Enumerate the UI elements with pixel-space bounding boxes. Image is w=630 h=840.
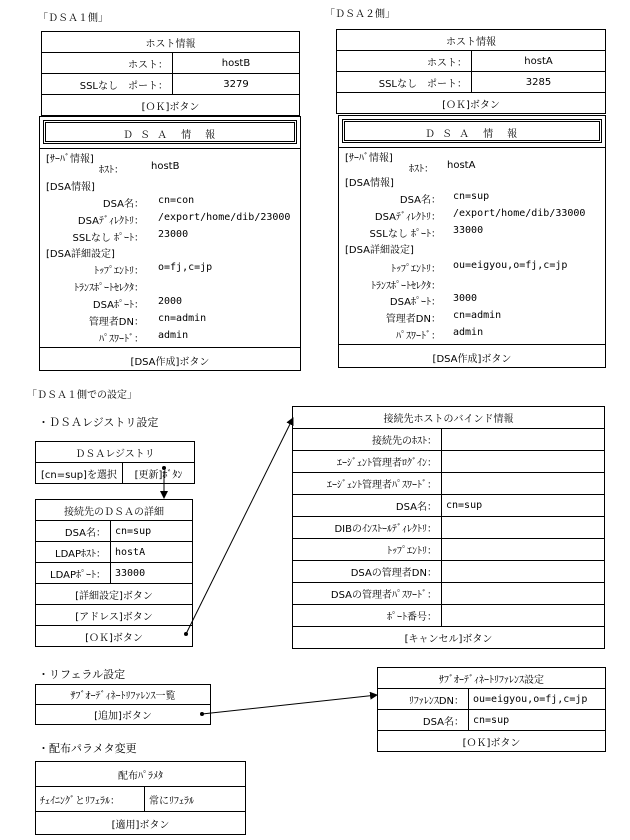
host-value: hostB bbox=[173, 53, 300, 74]
detail-section-label: [DSA詳細設定] bbox=[46, 249, 115, 260]
port-label: SSLなし ポート： bbox=[42, 74, 173, 95]
host-label: ホスト： bbox=[337, 51, 472, 72]
update-button[interactable]: [更新]ﾎﾞﾀﾝ bbox=[123, 463, 195, 484]
host-key: ﾎｽﾄ： bbox=[409, 164, 434, 175]
dsa2-heading: 「ＤＳＡ２側」 bbox=[325, 9, 395, 20]
distribution-heading: ・配布パラメタ変更 bbox=[38, 742, 137, 755]
subordinate-title: ｻﾌﾞｵｰﾃﾞｨﾈｰﾄﾘﾌｧﾚﾝｽ設定 bbox=[378, 668, 606, 689]
dsa-port-key: DSAﾎﾟｰﾄ： bbox=[92, 300, 144, 311]
registry-title: ＤＳＡレジストリ bbox=[36, 442, 195, 463]
password-key: ﾊﾟｽﾜｰﾄﾞ： bbox=[396, 331, 441, 342]
top-entry-key: ﾄｯﾌﾟｴﾝﾄﾘ： bbox=[94, 266, 144, 277]
dsa-section-label: [DSA情報] bbox=[46, 182, 95, 193]
bind-info-title: 接続先ホストのバインド情報 bbox=[293, 407, 605, 429]
ok-button[interactable]: [ＯＫ]ボタン bbox=[337, 93, 606, 114]
host-info-title: ホスト情報 bbox=[42, 32, 300, 53]
host-value: hostB bbox=[151, 161, 180, 172]
bind-info-label: DSA名： bbox=[293, 495, 442, 517]
dsa-name-label: DSA名： bbox=[378, 710, 469, 731]
transport-selector-key: ﾄﾗﾝｽﾎﾟｰﾄｾﾚｸﾀ： bbox=[371, 281, 441, 292]
dsa-name-value[interactable]: cn=sup bbox=[469, 710, 606, 731]
host-key: ﾎｽﾄ： bbox=[99, 165, 124, 176]
bind-info-value[interactable]: cn=sup bbox=[442, 495, 605, 517]
admin-dn-value: cn=admin bbox=[453, 310, 502, 321]
dsa-port-value: 2000 bbox=[158, 296, 183, 307]
top-entry-value: o=fj,c=jp bbox=[158, 262, 213, 273]
bind-info-label: ｴｰｼﾞｪﾝﾄ管理者ﾊﾟｽﾜｰﾄﾞ： bbox=[293, 473, 442, 495]
ok-button[interactable]: [ＯＫ]ボタン bbox=[42, 95, 300, 116]
bind-info-label: DSAの管理者ﾊﾟｽﾜｰﾄﾞ： bbox=[293, 583, 442, 605]
ok-button[interactable]: [ＯＫ]ボタン bbox=[36, 626, 193, 647]
bind-info-label: DIBのｲﾝｽﾄｰﾙﾃﾞｨﾚｸﾄﾘ： bbox=[293, 517, 442, 539]
port-value: 3279 bbox=[173, 74, 300, 95]
dsa-create-button[interactable]: [DSA作成]ボタン bbox=[130, 357, 210, 368]
detail-settings-button[interactable]: [詳細設定]ボタン bbox=[36, 584, 193, 605]
dsa-name-key: DSA名： bbox=[102, 199, 144, 210]
dsa-info-title: Ｄ Ｓ Ａ 情 報 bbox=[122, 130, 218, 141]
top-entry-key: ﾄｯﾌﾟｴﾝﾄﾘ： bbox=[391, 264, 441, 275]
reference-dn-label: ﾘﾌｧﾚﾝｽDN： bbox=[378, 689, 469, 710]
chaining-value[interactable]: 常にﾘﾌｪﾗﾙ bbox=[145, 787, 246, 812]
admin-dn-value: cn=admin bbox=[158, 313, 207, 324]
password-key: ﾊﾟｽﾜｰﾄﾞ： bbox=[99, 334, 144, 345]
address-button[interactable]: [アドレス]ボタン bbox=[36, 605, 193, 626]
chaining-label: ﾁｪｲﾆﾝｸﾞとﾘﾌｪﾗﾙ： bbox=[36, 787, 145, 812]
cancel-button[interactable]: [キャンセル]ボタン bbox=[293, 627, 605, 649]
server-section-label: [ｻｰﾊﾞ情報] bbox=[345, 153, 393, 164]
dsa-directory-key: DSAﾃﾞｨﾚｸﾄﾘ： bbox=[77, 216, 144, 227]
dsa-name-key: DSA名： bbox=[399, 195, 441, 206]
ok-button[interactable]: [ＯＫ]ボタン bbox=[378, 731, 606, 752]
dsa-create-button[interactable]: [DSA作成]ボタン bbox=[432, 354, 512, 365]
bind-info-label: DSAの管理者DN： bbox=[293, 561, 442, 583]
dsa-port-key: DSAﾎﾟｰﾄ： bbox=[389, 297, 441, 308]
dsa-section-label: [DSA情報] bbox=[345, 178, 394, 189]
bind-info-label: ｴｰｼﾞｪﾝﾄ管理者ﾛｸﾞｲﾝ： bbox=[293, 451, 442, 473]
dsa-name-value: cn=con bbox=[158, 195, 195, 206]
password-value: admin bbox=[158, 330, 189, 341]
detail-section-label: [DSA詳細設定] bbox=[345, 245, 414, 256]
admin-dn-key: 管理者DN： bbox=[88, 317, 144, 328]
host-value: hostA bbox=[472, 51, 606, 72]
ssl-port-value: 33000 bbox=[453, 225, 484, 236]
ssl-port-key: SSLなし ﾎﾟｰﾄ： bbox=[72, 233, 144, 244]
top-entry-value: ou=eigyou,o=fj,c=jp bbox=[453, 260, 568, 271]
dsa-directory-value: /export/home/dib/33000 bbox=[453, 208, 586, 219]
bind-info-label: 接続先のﾎｽﾄ： bbox=[293, 429, 442, 451]
referral-heading: ・リフェラル設定 bbox=[38, 668, 126, 681]
host-info-title: ホスト情報 bbox=[337, 30, 606, 51]
ssl-port-key: SSLなし ﾎﾟｰﾄ： bbox=[369, 229, 441, 240]
port-value: 3285 bbox=[472, 72, 606, 93]
ldap-host-value: hostA bbox=[111, 542, 193, 563]
registry-heading: ・ＤＳＡレジストリ設定 bbox=[38, 416, 159, 429]
bind-info-label: ﾄｯﾌﾟｴﾝﾄﾘ： bbox=[293, 539, 442, 561]
host-label: ホスト： bbox=[42, 53, 173, 74]
ldap-port-value: 33000 bbox=[111, 563, 193, 584]
password-value: admin bbox=[453, 327, 484, 338]
referral-list-title: ｻﾌﾞｵｰﾃﾞｨﾈｰﾄﾘﾌｧﾚﾝｽ一覧 bbox=[36, 685, 211, 705]
ldap-port-label: LDAPﾎﾟｰﾄ： bbox=[36, 563, 111, 584]
server-section-label: [ｻｰﾊﾞ情報] bbox=[46, 154, 94, 165]
dsa-port-value: 3000 bbox=[453, 293, 478, 304]
dsa-info-title: Ｄ Ｓ Ａ 情 報 bbox=[424, 129, 520, 140]
select-cn-sup-button[interactable]: [cn=sup]を選択 bbox=[36, 463, 123, 484]
ldap-host-label: LDAPﾎｽﾄ： bbox=[36, 542, 111, 563]
admin-dn-key: 管理者DN： bbox=[385, 314, 441, 325]
ssl-port-value: 23000 bbox=[158, 229, 189, 240]
add-button[interactable]: [追加]ボタン bbox=[36, 705, 211, 725]
dsa-name-label: DSA名： bbox=[36, 521, 111, 542]
host-value: hostA bbox=[447, 160, 476, 171]
add-to-subordinate-arrow bbox=[202, 695, 377, 714]
settings-heading: 「ＤＳＡ１側での設定」 bbox=[27, 390, 137, 401]
dsa1-heading: 「ＤＳＡ１側」 bbox=[38, 13, 108, 24]
apply-button[interactable]: [適用]ボタン bbox=[36, 812, 246, 835]
distribution-title: 配布ﾊﾟﾗﾒﾀ bbox=[36, 762, 246, 787]
reference-dn-value[interactable]: ou=eigyou,o=fj,c=jp bbox=[469, 689, 606, 710]
dsa-directory-key: DSAﾃﾞｨﾚｸﾄﾘ： bbox=[374, 212, 441, 223]
dsa-directory-value: /export/home/dib/23000 bbox=[158, 212, 291, 223]
bind-info-label: ﾎﾟｰﾄ番号： bbox=[293, 605, 442, 627]
dsa-name-value: cn=sup bbox=[111, 521, 193, 542]
dsa-name-value: cn=sup bbox=[453, 191, 490, 202]
ok-to-bind-arrow bbox=[186, 418, 293, 634]
port-label: SSLなし ポート： bbox=[337, 72, 472, 93]
dsa-detail-title: 接続先のＤＳＡの詳細 bbox=[36, 500, 193, 521]
transport-selector-key: ﾄﾗﾝｽﾎﾟｰﾄｾﾚｸﾀ： bbox=[74, 283, 144, 294]
